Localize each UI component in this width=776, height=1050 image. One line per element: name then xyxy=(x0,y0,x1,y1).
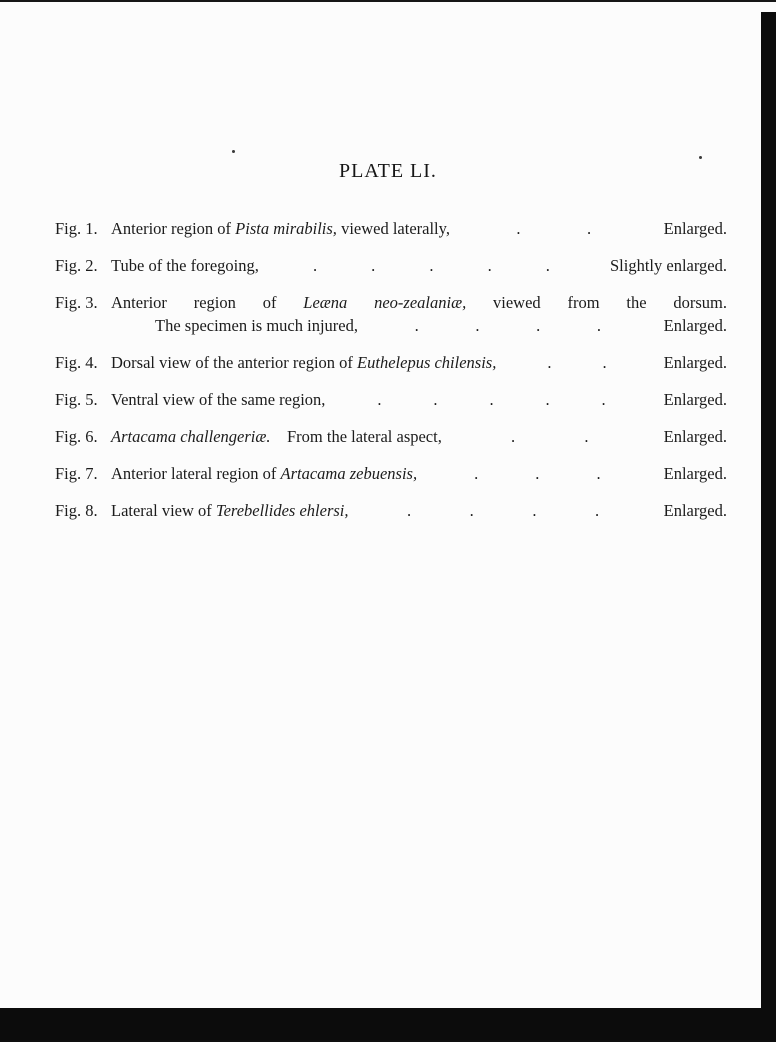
leader-dot: . xyxy=(596,316,601,335)
text-segment: viewed laterally, xyxy=(336,219,450,238)
figure-content xyxy=(111,254,727,277)
dot-leader xyxy=(259,254,604,277)
figure-label: Fig. 7. xyxy=(55,464,98,483)
leader-dot: . xyxy=(536,316,541,335)
text-segment: From the lateral aspect, xyxy=(270,427,442,446)
leader-dot: . xyxy=(371,256,376,275)
figure-label: Fig. 6. xyxy=(55,427,98,446)
figure-result: Enlarged. xyxy=(663,390,727,409)
figure-line xyxy=(111,499,727,522)
figure-entry xyxy=(55,217,727,240)
figure-line xyxy=(111,254,727,277)
leader-dot: . xyxy=(475,316,480,335)
text-segment: The specimen is much injured, xyxy=(155,316,358,335)
figure-line xyxy=(111,291,727,314)
figure-text xyxy=(111,293,727,312)
scan-artifact-bottom-edge xyxy=(0,1008,776,1042)
figure-list xyxy=(55,217,727,522)
leader-dot: . xyxy=(596,464,601,483)
species-name: Artacama zebuensis, xyxy=(280,464,418,483)
figure-text xyxy=(111,388,325,411)
species-name: Pista mirabilis, xyxy=(235,219,337,238)
figure-label: Fig. 4. xyxy=(55,353,98,372)
figure-entry xyxy=(55,499,727,522)
figure-entry xyxy=(55,425,727,448)
dot-leader xyxy=(496,351,657,374)
dot-leader xyxy=(349,499,658,522)
leader-dot: . xyxy=(489,390,494,409)
figure-entry xyxy=(55,388,727,411)
text-segment: Dorsal view of the anterior region of xyxy=(111,353,358,372)
figure-label: Fig. 2. xyxy=(55,256,98,275)
figure-label: Fig. 5. xyxy=(55,390,98,409)
figure-label: Fig. 8. xyxy=(55,501,98,520)
leader-dot: . xyxy=(584,427,589,446)
scan-speck xyxy=(699,156,702,159)
figure-line xyxy=(111,314,727,337)
figure-line xyxy=(111,351,727,374)
figure-result: Enlarged. xyxy=(663,464,727,483)
figure-result: Enlarged. xyxy=(663,501,727,520)
figure-line xyxy=(111,425,727,448)
leader-dot: . xyxy=(516,219,521,238)
figure-text xyxy=(111,254,259,277)
figure-entry xyxy=(55,291,727,337)
figure-content xyxy=(111,462,727,485)
leader-dot: . xyxy=(545,390,550,409)
figure-result: Slightly enlarged. xyxy=(609,256,727,275)
figure-label: Fig. 3. xyxy=(55,293,98,312)
species-name: Leæna neo-zealaniæ, xyxy=(303,293,467,312)
species-name: Artacama challengeriæ. xyxy=(111,427,271,446)
leader-dot: . xyxy=(532,501,537,520)
leader-dot: . xyxy=(587,219,592,238)
leader-dot: . xyxy=(535,464,540,483)
figure-text xyxy=(111,499,349,522)
figure-text xyxy=(111,425,442,448)
figure-content xyxy=(111,499,727,522)
leader-dot: . xyxy=(547,353,552,372)
figure-content xyxy=(111,217,727,240)
figure-text xyxy=(155,314,358,337)
figure-text xyxy=(111,462,417,485)
scan-artifact-right-edge xyxy=(761,12,776,1012)
text-segment: Anterior region of xyxy=(111,293,304,312)
figure-line xyxy=(111,217,727,240)
scan-speck xyxy=(232,150,235,153)
leader-dot: . xyxy=(545,256,550,275)
figure-line xyxy=(111,388,727,411)
dot-leader xyxy=(417,462,658,485)
leader-dot: . xyxy=(469,501,474,520)
species-name: Terebellides ehlersi, xyxy=(215,501,349,520)
text-segment: Tube of the foregoing, xyxy=(111,256,259,275)
dot-leader xyxy=(450,217,658,240)
figure-result: Enlarged. xyxy=(663,427,727,446)
figure-text xyxy=(111,217,450,240)
species-name: Euthelepus chilensis, xyxy=(357,353,497,372)
leader-dot: . xyxy=(474,464,479,483)
figure-entry xyxy=(55,254,727,277)
leader-dot: . xyxy=(487,256,492,275)
leader-dot: . xyxy=(377,390,382,409)
text-segment: Ventral view of the same region, xyxy=(111,390,326,409)
leader-dot: . xyxy=(414,316,419,335)
dot-leader xyxy=(442,425,658,448)
scan-artifact-top-edge xyxy=(0,0,776,2)
figure-result: Enlarged. xyxy=(663,353,727,372)
dot-leader xyxy=(325,388,657,411)
figure-entry xyxy=(55,462,727,485)
text-segment: Lateral view of xyxy=(111,501,216,520)
text-segment: Anterior lateral region of xyxy=(111,464,281,483)
figure-text xyxy=(111,351,496,374)
figure-content xyxy=(111,388,727,411)
leader-dot: . xyxy=(429,256,434,275)
figure-content xyxy=(111,425,727,448)
figure-result: Enlarged. xyxy=(663,316,727,335)
text-segment: Anterior region of xyxy=(111,219,236,238)
leader-dot: . xyxy=(433,390,438,409)
leader-dot: . xyxy=(511,427,516,446)
leader-dot: . xyxy=(312,256,318,275)
leader-dot: . xyxy=(602,353,607,372)
figure-content xyxy=(111,351,727,374)
plate-title: PLATE LI. xyxy=(339,160,437,182)
figure-entry xyxy=(55,351,727,374)
figure-label: Fig. 1. xyxy=(55,219,98,238)
figure-result: Enlarged. xyxy=(663,219,727,238)
leader-dot: . xyxy=(594,501,600,520)
figure-line xyxy=(111,462,727,485)
dot-leader xyxy=(358,314,658,337)
leader-dot: . xyxy=(601,390,606,409)
leader-dot: . xyxy=(407,501,412,520)
figure-content xyxy=(111,291,727,337)
text-segment: viewed from the dorsum. xyxy=(466,293,727,312)
